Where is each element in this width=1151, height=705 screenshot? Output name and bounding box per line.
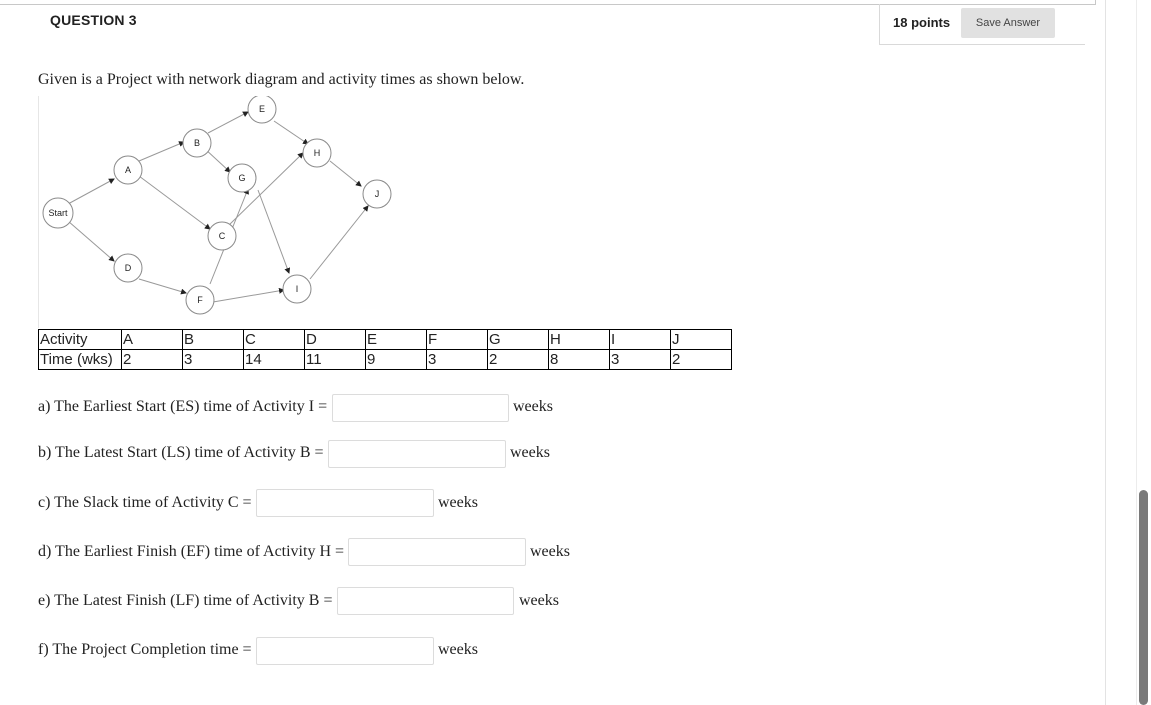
answer-b-input[interactable] (328, 440, 506, 468)
edge-a-c (139, 176, 210, 229)
node-label: J (374, 189, 380, 199)
answer-a-input[interactable] (332, 394, 509, 422)
activity-table (38, 329, 732, 370)
node-label: D (124, 263, 132, 273)
points-label: 18 points (893, 15, 951, 30)
points-box (879, 4, 1085, 45)
node-label: E (258, 104, 266, 114)
network-diagram-svg (38, 96, 398, 328)
table-cell: 8 (549, 350, 610, 370)
question-d-text: d) The Earliest Finish (EF) time of Activity H = (38, 543, 345, 560)
answer-e-unit: weeks (519, 592, 559, 609)
table-row (39, 330, 732, 350)
table-cell: A (122, 330, 183, 350)
table-cell: 3 (183, 350, 244, 370)
answer-e-input[interactable] (337, 587, 514, 615)
scrollbar-thumb[interactable] (1139, 490, 1148, 705)
edge-d-f (139, 279, 186, 293)
table-cell: 2 (671, 350, 732, 370)
node-label: Start (48, 208, 68, 218)
table-cell: 14 (244, 350, 305, 370)
table-cell: 11 (305, 350, 366, 370)
node-label: F (197, 295, 203, 305)
edge-f-i (213, 290, 284, 302)
table-cell: C (244, 330, 305, 350)
node-label: I (295, 284, 299, 294)
question-b-text: b) The Latest Start (LS) time of Activity B = (38, 444, 324, 461)
question-c-text: c) The Slack time of Activity C = (38, 494, 252, 511)
table-cell: I (610, 330, 671, 350)
node-label: G (238, 173, 246, 183)
table-cell: 3 (427, 350, 488, 370)
edge-b-e (208, 112, 248, 133)
table-cell: Time (wks) (39, 350, 122, 370)
edge-e-h (274, 121, 308, 144)
table-cell: J (671, 330, 732, 350)
edge-g-i (258, 190, 289, 273)
edge-a-b (139, 142, 184, 161)
question-intro: Given is a Project with network diagram and activity times as shown below. (38, 71, 525, 88)
table-cell: E (366, 330, 427, 350)
table-cell: H (549, 330, 610, 350)
node-label: B (193, 138, 201, 148)
edge-i-j (310, 206, 368, 279)
node-label: C (218, 231, 226, 241)
answer-c-input[interactable] (256, 489, 434, 517)
edge-start-a (68, 179, 114, 204)
table-cell: Activity (39, 330, 122, 350)
network-diagram (38, 96, 398, 328)
question-f-text: f) The Project Completion time = (38, 641, 252, 658)
edge-start-d (68, 221, 114, 261)
table-cell: G (488, 330, 549, 350)
answer-f-input[interactable] (256, 637, 434, 665)
scrollbar-divider (1136, 0, 1137, 705)
table-cell: 3 (610, 350, 671, 370)
table-cell: 2 (122, 350, 183, 370)
question-title: QUESTION 3 (50, 12, 137, 28)
question-e-text: e) The Latest Finish (LF) time of Activity B = (38, 592, 333, 609)
answer-d-input[interactable] (348, 538, 526, 566)
answer-c-unit: weeks (438, 494, 478, 511)
question-a-text: a) The Earliest Start (ES) time of Activity I = (38, 398, 328, 415)
save-answer-button[interactable]: Save Answer (961, 8, 1055, 38)
answer-d-unit: weeks (530, 543, 570, 560)
table-row (39, 350, 732, 370)
node-label: A (124, 165, 132, 175)
diagram-left-edge (38, 96, 39, 328)
table-cell: F (427, 330, 488, 350)
node-label: H (313, 148, 321, 158)
table-cell: 2 (488, 350, 549, 370)
table-cell: D (305, 330, 366, 350)
table-cell: 9 (366, 350, 427, 370)
answer-b-unit: weeks (510, 444, 550, 461)
edge-h-j (330, 161, 361, 186)
answer-a-unit: weeks (513, 398, 553, 415)
answer-f-unit: weeks (438, 641, 478, 658)
table-cell: B (183, 330, 244, 350)
